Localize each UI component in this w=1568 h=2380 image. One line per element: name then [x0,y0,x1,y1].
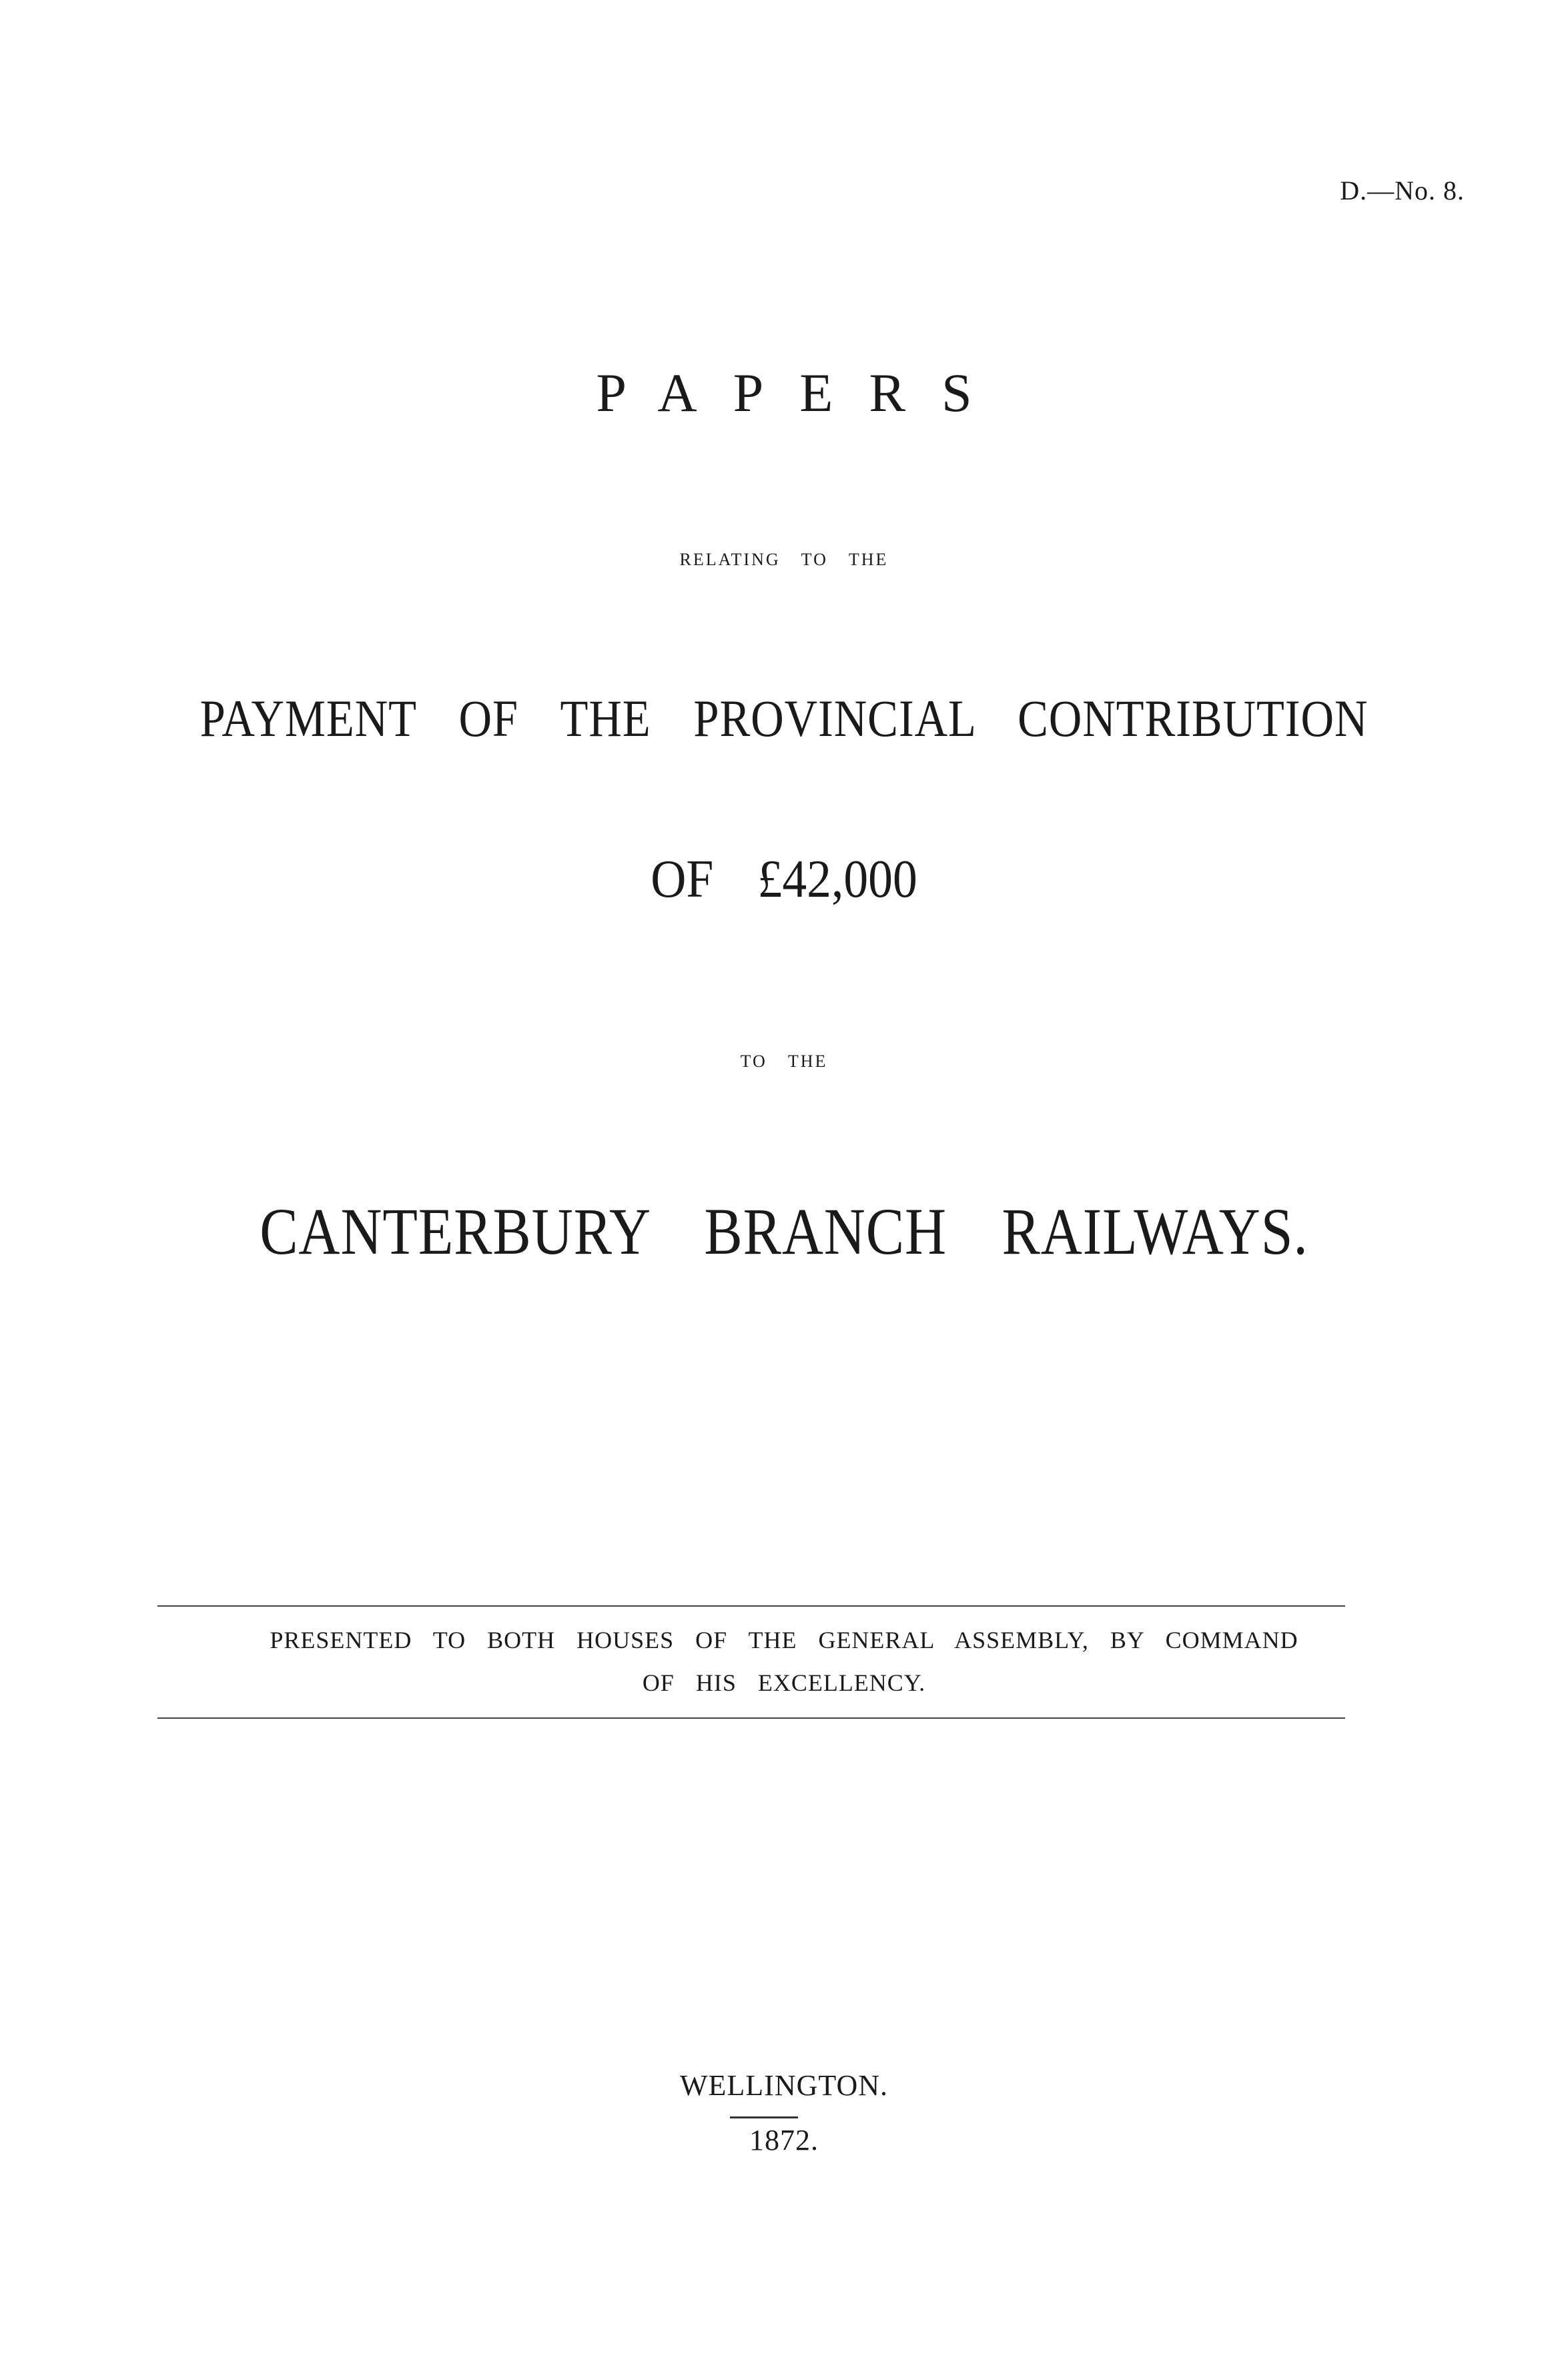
amount-title: OF £42,000 [651,850,917,909]
papers-heading: PAPERS [596,362,1008,423]
imprint-rule [730,2116,798,2118]
presented-statement-line-2: OF HIS EXCELLENCY. [642,1669,926,1696]
to-the-line: TO THE [740,1052,828,1071]
subject-title: PAYMENT OF THE PROVINCIAL CONTRIBUTION [200,689,1368,747]
relating-to-the-line: RELATING TO THE [679,550,889,569]
imprint-year: 1872. [749,2124,819,2156]
divider-top [157,1605,1345,1607]
divider-bottom [157,1717,1345,1719]
imprint-place: WELLINGTON. [680,2069,888,2102]
document-number: D.—No. 8. [1340,175,1465,206]
presented-statement-line-1: PRESENTED TO BOTH HOUSES OF THE GENERAL ASSEMBLY, BY COMMAND [270,1627,1298,1653]
recipient-title: CANTERBURY BRANCH RAILWAYS. [260,1194,1308,1268]
